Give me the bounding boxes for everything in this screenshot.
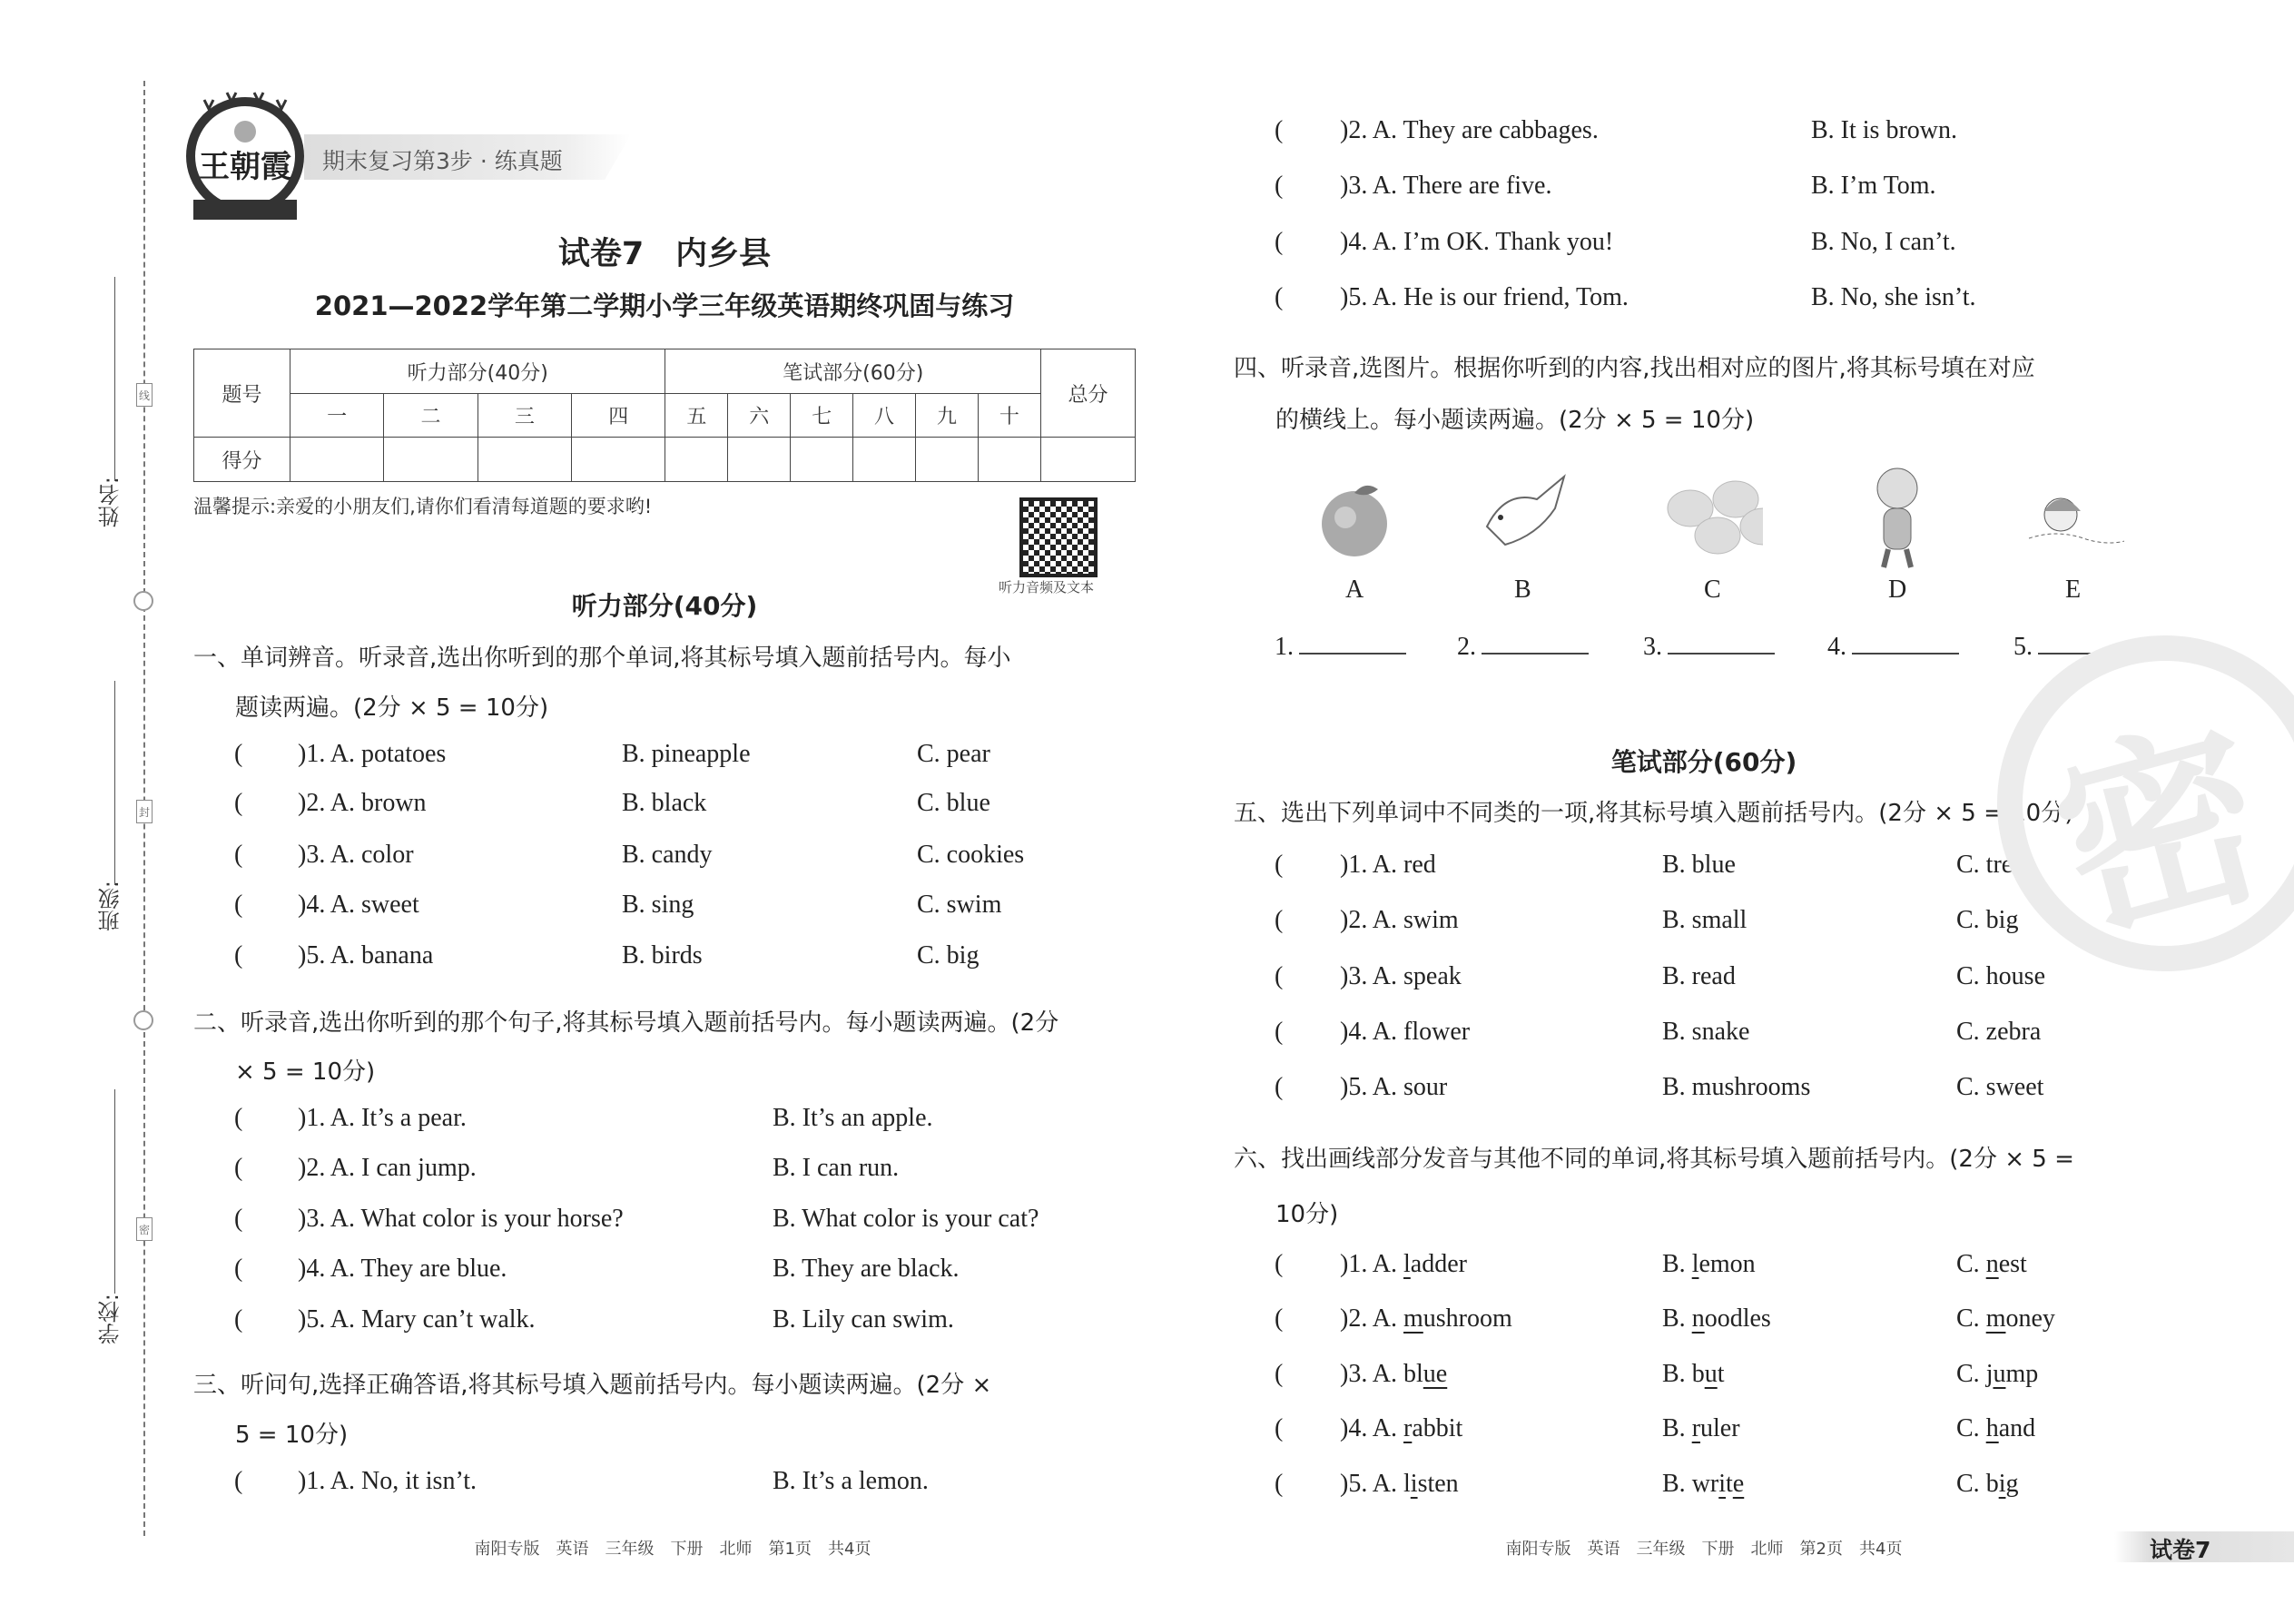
word-part: b — [1691, 1360, 1705, 1388]
underlined-letters: n — [1985, 1250, 1999, 1278]
question-number-cell: 二 — [384, 394, 478, 438]
option-prefix: )4. A. — [1340, 1414, 1403, 1442]
bird-icon — [1473, 472, 1573, 563]
answer-paren[interactable]: ( — [234, 1305, 243, 1334]
option-b — [1662, 1250, 1756, 1279]
underlined-letters: i — [1998, 1470, 2006, 1498]
option-a: )4. A. I’m OK. Thank you! — [1340, 228, 1614, 256]
answer-paren[interactable]: ( — [234, 789, 243, 817]
section-heading: 二、听录音,选出你听到的那个句子,将其标号填入题前括号内。每小题读两遍。(2分 — [193, 1009, 1059, 1037]
option-b — [1662, 1414, 1740, 1443]
score-cell[interactable] — [290, 438, 384, 482]
answer-paren[interactable]: ( — [1275, 851, 1284, 879]
question-number-cell: 五 — [665, 394, 728, 438]
option-b: B. I’m Tom. — [1811, 172, 1936, 200]
option-a: )4. A. sweet — [298, 891, 419, 919]
option-b: B. sing — [622, 891, 694, 919]
underlined-letters: n — [1691, 1304, 1705, 1333]
option-c: C. blue — [917, 789, 990, 817]
option-letter: B. — [1662, 1470, 1692, 1498]
option-c: C. swim — [917, 891, 1002, 919]
blank-number: 5. — [2013, 633, 2033, 661]
option-a: )3. A. speak — [1340, 962, 1462, 990]
word-part: t — [1717, 1360, 1725, 1388]
option-a: )1. A. red — [1340, 851, 1436, 879]
score-cell[interactable] — [978, 438, 1040, 482]
word-part: l — [1403, 1470, 1411, 1498]
blank-number: 4. — [1827, 633, 1846, 661]
word-part: j — [1985, 1360, 1994, 1388]
question-number-cell: 三 — [478, 394, 571, 438]
option-c: C. sweet — [1956, 1073, 2044, 1101]
word-part: uler — [1700, 1414, 1740, 1442]
section-heading-cont: 10分) — [1275, 1201, 1339, 1228]
word-part: mp — [2005, 1360, 2039, 1388]
word-part: abbit — [1412, 1414, 1463, 1442]
underlined-letters: m — [1985, 1304, 2006, 1333]
answer-paren[interactable]: ( — [234, 841, 243, 869]
option-b: B. birds — [622, 941, 703, 969]
qr-caption: 听力音频及文本 — [999, 579, 1095, 595]
word-part: oney — [2005, 1304, 2055, 1333]
option-c: C. zebra — [1956, 1018, 2042, 1046]
footer-right: 南阳专版 英语 三年级 下册 北师 第2页 共4页 — [1505, 1540, 1903, 1559]
listening-section-title: 听力部分(40分) — [571, 591, 758, 621]
option-a: )2. A. I can jump. — [298, 1154, 477, 1182]
option-a — [1340, 1250, 1467, 1279]
blank-number: 1. — [1275, 633, 1294, 661]
answer-blank[interactable] — [1457, 633, 1589, 662]
question-number-cell: 六 — [728, 394, 791, 438]
word-part: wr — [1691, 1470, 1719, 1498]
score-cell[interactable] — [853, 438, 916, 482]
question-number-cell: 一 — [290, 394, 384, 438]
option-b — [1662, 1470, 1744, 1499]
section-heading: 六、找出画线部分发音与其他不同的单词,将其标号填入题前括号内。(2分 × 5 = — [1234, 1146, 2074, 1173]
option-a: )3. A. There are five. — [1340, 172, 1552, 200]
option-a: )1. A. No, it isn’t. — [298, 1467, 478, 1495]
option-b: B. snake — [1662, 1018, 1750, 1046]
option-prefix: )1. A. — [1340, 1250, 1403, 1278]
score-cell[interactable] — [791, 438, 853, 482]
underlined-letters: ue — [1423, 1360, 1448, 1388]
underlined-letters: u — [1993, 1360, 2006, 1388]
cookies-icon — [1663, 472, 1763, 563]
name-label: 姓名: — [98, 477, 123, 528]
option-b: B. mushrooms — [1662, 1073, 1811, 1101]
option-b: B. blue — [1662, 851, 1736, 879]
option-letter: B. — [1662, 1360, 1692, 1388]
option-b: B. They are black. — [773, 1255, 960, 1283]
underlined-letters: l — [1403, 1250, 1411, 1278]
option-b — [1662, 1360, 1724, 1389]
option-a: )4. A. flower — [1340, 1018, 1471, 1046]
blank-number: 2. — [1457, 633, 1476, 661]
answer-paren[interactable]: ( — [1275, 962, 1284, 990]
section-heading: 四、听录音,选图片。根据你听到的内容,找出相对应的图片,将其标号填在对应 — [1234, 355, 2035, 382]
option-c — [1956, 1414, 2035, 1443]
option-c: C. tree — [1956, 851, 2024, 879]
answer-paren[interactable]: ( — [234, 1154, 243, 1182]
writing-section-title: 笔试部分(60分) — [1610, 747, 1797, 777]
seal-mark: 封 — [136, 800, 153, 823]
option-b: B. No, she isn’t. — [1811, 283, 1976, 311]
tip: 温馨提示:亲爱的小朋友们,请你们看清每道题的要求哟! — [193, 496, 653, 517]
option-b: B. pineapple — [622, 740, 751, 768]
section-heading-cont: 题读两遍。(2分 × 5 = 10分) — [235, 694, 549, 722]
underlined-letters: m — [1403, 1304, 1423, 1333]
listening-header: 听力部分(40分) — [290, 349, 665, 394]
answer-paren[interactable]: ( — [234, 1255, 243, 1283]
blank-line[interactable] — [1668, 633, 1775, 655]
apple-icon — [1305, 472, 1404, 563]
total-header: 总分 — [1041, 349, 1136, 438]
blank-line[interactable] — [1852, 633, 1959, 655]
blank-line[interactable] — [1482, 633, 1589, 655]
word-part: g — [2005, 1470, 2019, 1498]
option-letter: C. — [1956, 1250, 1986, 1278]
school-label: 学校: — [98, 1294, 123, 1345]
section-heading-cont: × 5 = 10分) — [235, 1058, 376, 1086]
section-heading-cont: 的横线上。每小题读两遍。(2分 × 5 = 10分) — [1275, 407, 1755, 434]
option-a — [1340, 1304, 1512, 1334]
footer-left: 南阳专版 英语 三年级 下册 北师 第1页 共4页 — [474, 1540, 871, 1559]
question-number-cell: 四 — [572, 394, 665, 438]
answer-paren[interactable]: ( — [1275, 906, 1284, 934]
binding-hole-icon — [133, 1010, 153, 1030]
score-cell[interactable] — [665, 438, 728, 482]
option-c — [1956, 1304, 2055, 1334]
answer-paren[interactable]: ( — [1275, 228, 1284, 256]
answer-paren[interactable]: ( — [1275, 1073, 1284, 1101]
option-letter: B. — [1662, 1304, 1692, 1333]
underlined-letters: r — [1403, 1414, 1413, 1442]
answer-paren[interactable]: ( — [234, 941, 243, 969]
section-heading-cont: 5 = 10分) — [235, 1422, 349, 1449]
question-number-cell: 八 — [853, 394, 916, 438]
answer-blank[interactable] — [1827, 633, 1959, 662]
score-cell[interactable] — [915, 438, 978, 482]
picture-label: C — [1704, 576, 1721, 604]
option-b: B. It’s a lemon. — [773, 1467, 929, 1495]
option-b: B. small — [1662, 906, 1748, 934]
blank-line[interactable] — [1299, 633, 1406, 655]
option-prefix: )2. A. — [1340, 1304, 1403, 1333]
option-prefix: )3. A. — [1340, 1360, 1403, 1388]
total-score-cell[interactable] — [1041, 438, 1136, 482]
option-a: )4. A. They are blue. — [298, 1255, 507, 1283]
option-letter: C. — [1956, 1470, 1986, 1498]
question-number-cell: 七 — [791, 394, 853, 438]
option-prefix: )5. A. — [1340, 1470, 1403, 1498]
answer-paren[interactable]: ( — [1275, 1470, 1284, 1498]
option-a: )5. A. Mary can’t walk. — [298, 1305, 536, 1334]
option-a — [1340, 1360, 1447, 1389]
seal-mark: 线 — [136, 383, 153, 407]
option-c — [1956, 1250, 2027, 1279]
monkey-icon — [1847, 472, 1947, 563]
seal-mark: 密 — [136, 1217, 153, 1241]
page-tab-label: 试卷7 — [2150, 1537, 2211, 1563]
answer-paren[interactable]: ( — [1275, 116, 1284, 144]
option-a: )1. A. It’s a pear. — [298, 1104, 467, 1132]
option-a: )2. A. They are cabbages. — [1340, 116, 1599, 144]
option-b: B. read — [1662, 962, 1736, 990]
option-a: )2. A. swim — [1340, 906, 1459, 934]
answer-paren[interactable]: ( — [234, 740, 243, 768]
word-part: bl — [1403, 1360, 1423, 1388]
answer-paren[interactable]: ( — [234, 1205, 243, 1233]
option-b: B. Lily can swim. — [773, 1305, 954, 1334]
row-header: 题号 — [194, 349, 290, 438]
score-label: 得分 — [194, 438, 290, 482]
question-number-cell: 九 — [915, 394, 978, 438]
option-letter: C. — [1956, 1304, 1986, 1333]
option-b: B. What color is your cat? — [773, 1205, 1039, 1233]
option-c: C. cookies — [917, 841, 1025, 869]
option-a — [1340, 1470, 1459, 1499]
option-a: )5. A. sour — [1340, 1073, 1448, 1101]
option-a: )5. A. He is our friend, Tom. — [1340, 283, 1629, 311]
answer-paren[interactable]: ( — [1275, 283, 1284, 311]
option-b: B. I can run. — [773, 1154, 900, 1182]
answer-paren[interactable]: ( — [1275, 1250, 1284, 1278]
option-c — [1956, 1470, 2018, 1499]
option-b: B. It’s an apple. — [773, 1104, 933, 1132]
page-subtitle: 2021—2022学年第二学期小学三年级英语期终巩固与练习 — [314, 290, 1015, 321]
page-title: 试卷7 内乡县 — [557, 236, 772, 272]
section-heading: 一、单词辨音。听录音,选出你听到的那个单词,将其标号填入题前括号内。每小 — [193, 645, 1011, 672]
answer-paren[interactable]: ( — [1275, 1018, 1284, 1046]
class-label: 班级: — [98, 881, 123, 932]
qr-code[interactable] — [1019, 497, 1098, 577]
picture-label: A — [1345, 576, 1364, 604]
word-part: sten — [1417, 1470, 1459, 1498]
answer-blank[interactable] — [1643, 633, 1775, 662]
section-heading: 五、选出下列单词中不同类的一项,将其标号填入题前括号内。(2分 × 5 = 10分) — [1234, 800, 2074, 827]
underlined-letters: h — [1985, 1414, 1999, 1442]
question-number-cell: 十 — [978, 394, 1040, 438]
answer-paren[interactable]: ( — [234, 891, 243, 919]
option-a: )5. A. banana — [298, 941, 434, 969]
score-cell[interactable] — [728, 438, 791, 482]
watermark-text: 密 — [2033, 694, 2288, 970]
picture-label: D — [1888, 576, 1907, 604]
underlined-letters: u — [1704, 1360, 1718, 1388]
option-c: C. house — [1956, 962, 2045, 990]
word-part: adder — [1410, 1250, 1467, 1278]
option-letter: B. — [1662, 1414, 1692, 1442]
underlined-letters: i — [1718, 1470, 1727, 1498]
option-b: B. black — [622, 789, 707, 817]
word-part: emon — [1698, 1250, 1756, 1278]
word-part: b — [1985, 1470, 1999, 1498]
word-part: oodles — [1704, 1304, 1771, 1333]
swimmer-icon — [2024, 472, 2124, 563]
option-c: C. big — [917, 941, 980, 969]
word-part: est — [1998, 1250, 2027, 1278]
section-heading: 三、听问句,选择正确答语,将其标号填入题前括号内。每小题读两遍。(2分 × — [193, 1372, 992, 1399]
class-underline — [114, 681, 115, 885]
option-b: B. candy — [622, 841, 713, 869]
option-b — [1662, 1304, 1771, 1334]
answer-paren[interactable]: ( — [1275, 1414, 1284, 1442]
option-letter: C. — [1956, 1414, 1986, 1442]
answer-paren[interactable]: ( — [1275, 1304, 1284, 1333]
score-cell[interactable] — [384, 438, 478, 482]
word-part: t — [1726, 1470, 1733, 1498]
underlined-letters: i — [1410, 1470, 1418, 1498]
option-a — [1340, 1414, 1462, 1443]
option-a: )3. A. What color is your horse? — [298, 1205, 624, 1233]
option-b: B. It is brown. — [1811, 116, 1957, 144]
answer-paren[interactable]: ( — [234, 1104, 243, 1132]
underlined-letters: l — [1691, 1250, 1699, 1278]
blank-number: 3. — [1643, 633, 1662, 661]
option-a: )1. A. potatoes — [298, 740, 447, 768]
score-cell[interactable] — [572, 438, 665, 482]
picture-label: E — [2065, 576, 2082, 604]
answer-blank[interactable] — [1275, 633, 1406, 662]
underlined-letters: r — [1691, 1414, 1701, 1442]
option-letter: B. — [1662, 1250, 1692, 1278]
answer-paren[interactable]: ( — [1275, 172, 1284, 200]
underlined-letters: e — [1732, 1470, 1745, 1498]
brand-logo — [186, 91, 304, 231]
word-part: ushroom — [1423, 1304, 1512, 1333]
option-letter: C. — [1956, 1360, 1986, 1388]
option-c — [1956, 1360, 2038, 1389]
svg-text:王朝霞: 王朝霞 — [199, 149, 291, 185]
score-cell[interactable] — [478, 438, 571, 482]
score-table — [193, 349, 1136, 482]
banner-text: 期末复习第3步 · 练真题 — [322, 148, 563, 174]
word-part: and — [1998, 1414, 2036, 1442]
school-underline — [114, 1089, 115, 1294]
option-c: C. pear — [917, 740, 990, 768]
option-a: )2. A. brown — [298, 789, 427, 817]
answer-paren[interactable]: ( — [1275, 1360, 1284, 1388]
answer-paren[interactable]: ( — [234, 1467, 243, 1495]
picture-label: B — [1514, 576, 1531, 604]
option-a: )3. A. color — [298, 841, 414, 869]
writing-header: 笔试部分(60分) — [665, 349, 1041, 394]
option-c: C. big — [1956, 906, 2019, 934]
option-b: B. No, I can’t. — [1811, 228, 1956, 256]
